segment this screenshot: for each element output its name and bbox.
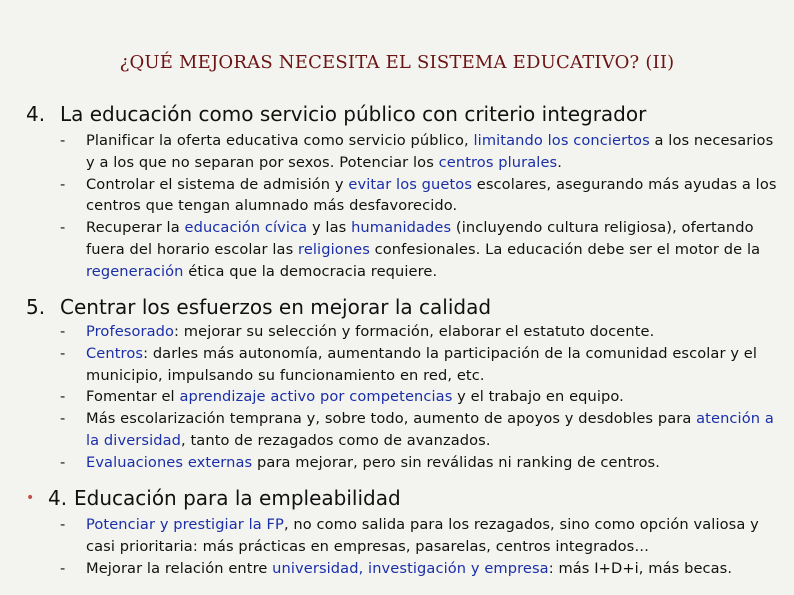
highlighted-text: Potenciar y prestigiar la FP bbox=[86, 516, 284, 533]
dash-bullet-icon: - bbox=[60, 453, 66, 471]
dash-bullet-icon: - bbox=[60, 175, 66, 193]
dash-bullet-icon: - bbox=[60, 132, 66, 149]
dash-bullet-icon: - bbox=[60, 388, 66, 406]
highlighted-text: Centros bbox=[86, 344, 144, 362]
highlighted-text: Evaluaciones externas bbox=[86, 453, 253, 471]
highlighted-text: Profesorado bbox=[86, 323, 175, 340]
highlighted-text: humanidades bbox=[351, 219, 452, 237]
list-item: - Centros: darles más autonomía, aumentando la participación de la comunidad escolar y el municipio, impulsando su funcionamiento en red, etc. bbox=[60, 344, 758, 384]
section-heading-empleabilidad bbox=[26, 486, 401, 510]
section-heading-text: La educación como servicio público con criterio integrador bbox=[60, 102, 647, 126]
highlighted-text: centros plurales bbox=[438, 153, 558, 171]
section-heading-servicio-publico bbox=[26, 102, 646, 126]
dash-bullet-icon: - bbox=[60, 516, 66, 533]
section-number: 4. bbox=[26, 102, 46, 126]
list-item: - Mejorar la relación entre universidad, investigación y empresa: más I+D+i, más becas. bbox=[60, 558, 782, 580]
section-heading-text: Centrar los esfuerzos en mejorar la calidad bbox=[60, 295, 492, 319]
highlighted-text: limitando los conciertos bbox=[473, 132, 650, 149]
section-items-empleabilidad bbox=[60, 514, 782, 579]
dash-bullet-icon: - bbox=[60, 410, 66, 428]
list-item: - Evaluaciones externas para mejorar, pero sin reválidas ni ranking de centros. bbox=[60, 452, 782, 474]
bullet-icon: • bbox=[26, 490, 35, 506]
section-items-calidad bbox=[60, 321, 782, 474]
highlighted-text: universidad, investigación y empresa bbox=[272, 559, 549, 577]
list-item: - Fomentar el aprendizaje activo por competencias y el trabajo en equipo. bbox=[60, 386, 782, 408]
list-item: - Más escolarización temprana y, sobre todo, aumento de apoyos y desdobles para atención a la diversidad, tanto de rezagados como de avanzados. bbox=[60, 410, 774, 449]
list-item: - Potenciar y prestigiar la FP, no como salida para los rezagados, sino como opción valiosa y casi prioritaria: más prácticas en empresas, pasarelas, centros integrados… bbox=[60, 516, 759, 555]
section-heading-text: Educación para la empleabilidad bbox=[74, 486, 401, 510]
section-heading-calidad bbox=[26, 295, 491, 319]
section-number: 4. bbox=[48, 486, 68, 510]
highlighted-text: regeneración bbox=[86, 262, 184, 280]
highlighted-text: atención a la diversidad bbox=[86, 410, 774, 449]
slide-title: ¿QUÉ MEJORAS NECESITA EL SISTEMA EDUCATIVO? (II) bbox=[119, 52, 675, 73]
list-item: - Recuperar la educación cívica y las humanidades (incluyendo cultura religiosa), ofertando fuera del horario escolar las religiones confesionales. La educación debe ser el motor de la regeneración ética que la democracia requiere. bbox=[60, 219, 761, 280]
dash-bullet-icon: - bbox=[60, 323, 66, 340]
list-item: - Profesorado: mejorar su selección y formación, elaborar el estatuto docente. bbox=[60, 321, 782, 343]
highlighted-text: aprendizaje activo por competencias bbox=[179, 388, 453, 406]
section-number: 5. bbox=[26, 295, 46, 319]
dash-bullet-icon: - bbox=[60, 559, 66, 577]
dash-bullet-icon: - bbox=[60, 219, 66, 237]
highlighted-text: educación cívica bbox=[184, 219, 308, 237]
dash-bullet-icon: - bbox=[60, 344, 66, 362]
highlighted-text: evitar los guetos bbox=[348, 175, 473, 193]
list-item: - Planificar la oferta educativa como servicio público, limitando los conciertos a los necesarios y a los que no separan por sexos. Potenciar los centros plurales. bbox=[60, 132, 774, 171]
list-item: - Controlar el sistema de admisión y evitar los guetos escolares, asegurando más ayudas a los centros que tengan alumnado más desfavorecido. bbox=[60, 175, 777, 215]
section-items-servicio-publico bbox=[60, 130, 782, 283]
highlighted-text: religiones bbox=[298, 240, 370, 258]
